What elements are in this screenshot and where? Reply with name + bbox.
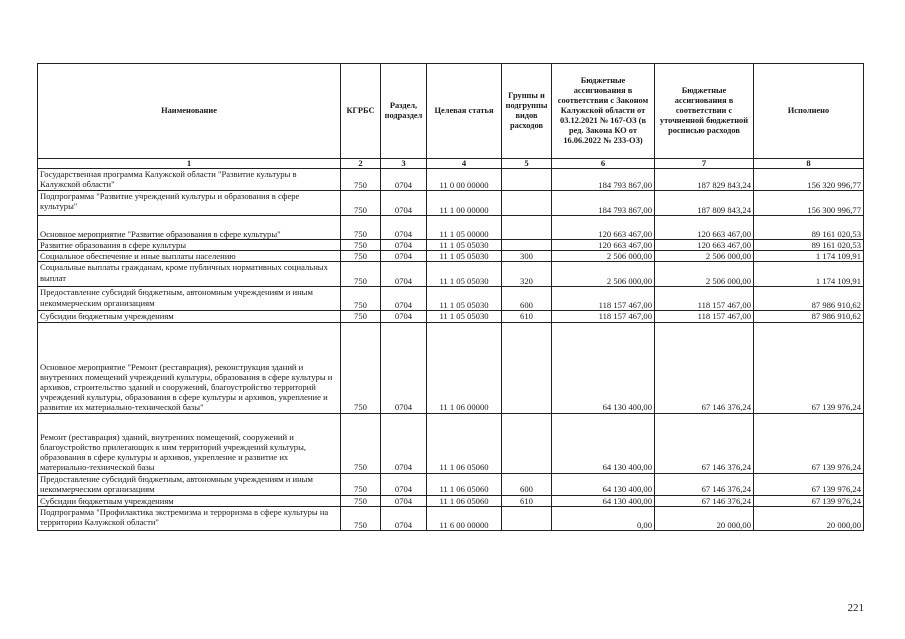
row-kgrbs: 750 [341, 216, 381, 240]
row-group [502, 322, 552, 413]
row-section: 0704 [381, 216, 427, 240]
row-executed-amount: 1 174 109,91 [754, 262, 864, 287]
row-law-amount: 118 157 467,00 [552, 311, 655, 322]
row-section: 0704 [381, 311, 427, 322]
row-refined-amount: 67 146 376,24 [655, 413, 754, 473]
row-refined-amount: 118 157 467,00 [655, 287, 754, 311]
header-name: Наименование [38, 64, 341, 159]
row-section: 0704 [381, 506, 427, 530]
header-row [38, 64, 864, 159]
row-name: Социальное обеспечение и иные выплаты населению [38, 251, 341, 262]
row-executed-amount: 156 300 996,77 [754, 191, 864, 216]
row-kgrbs: 750 [341, 322, 381, 413]
row-name: Субсидии бюджетным учреждениям [38, 495, 341, 506]
table-row [38, 287, 864, 311]
row-executed-amount: 67 139 976,24 [754, 473, 864, 495]
table-row [38, 216, 864, 240]
row-name: Основное мероприятие "Ремонт (реставрация), реконструкция зданий и внутренних помещений учреждений культуры, образования в сфере культуры и архивов, строительство зданий и сооружений, благоустройство территорий учреждений культуры, образования в сфере культуры и архивов, укрепление и развитие их материально-технической базы" [38, 322, 341, 413]
row-kgrbs: 750 [341, 169, 381, 191]
header-refined-assignments: Бюджетные ассигнования в соответствии с уточненной бюджетной росписью расходов [655, 64, 754, 159]
row-refined-amount: 120 663 467,00 [655, 216, 754, 240]
row-group [502, 169, 552, 191]
row-executed-amount: 1 174 109,91 [754, 251, 864, 262]
row-target: 11 1 05 05030 [427, 311, 502, 322]
row-law-amount: 0,00 [552, 506, 655, 530]
row-target: 11 1 06 05060 [427, 413, 502, 473]
table-row [38, 191, 864, 216]
row-section: 0704 [381, 495, 427, 506]
row-name: Ремонт (реставрация) зданий, внутренних помещений, сооружений и благоустройство прилегающих к ним территорий учреждений культуры, образования в сфере культуры и архивов, укрепление и развитие их материально-технической базы [38, 413, 341, 473]
row-law-amount: 120 663 467,00 [552, 216, 655, 240]
table-row [38, 262, 864, 287]
row-group [502, 413, 552, 473]
column-number: 4 [427, 159, 502, 169]
table-row [38, 240, 864, 251]
row-executed-amount: 89 161 020,53 [754, 216, 864, 240]
row-group [502, 191, 552, 216]
header-target: Целевая статья [427, 64, 502, 159]
row-kgrbs: 750 [341, 473, 381, 495]
row-law-amount: 184 793 867,00 [552, 169, 655, 191]
header-group: Группы и подгруппы видов расходов [502, 64, 552, 159]
table-row [38, 322, 864, 413]
row-kgrbs: 750 [341, 311, 381, 322]
row-kgrbs: 750 [341, 506, 381, 530]
row-section: 0704 [381, 262, 427, 287]
row-refined-amount: 20 000,00 [655, 506, 754, 530]
row-name: Развитие образования в сфере культуры [38, 240, 341, 251]
row-law-amount: 120 663 467,00 [552, 240, 655, 251]
row-law-amount: 2 506 000,00 [552, 251, 655, 262]
row-target: 11 1 05 00000 [427, 216, 502, 240]
budget-table [37, 63, 864, 531]
row-kgrbs: 750 [341, 191, 381, 216]
row-refined-amount: 120 663 467,00 [655, 240, 754, 251]
row-target: 11 1 05 05030 [427, 240, 502, 251]
row-executed-amount: 89 161 020,53 [754, 240, 864, 251]
column-number: 1 [38, 159, 341, 169]
row-group: 610 [502, 495, 552, 506]
column-number: 7 [655, 159, 754, 169]
row-law-amount: 184 793 867,00 [552, 191, 655, 216]
row-name: Социальные выплаты гражданам, кроме публичных нормативных социальных выплат [38, 262, 341, 287]
row-name: Субсидии бюджетным учреждениям [38, 311, 341, 322]
row-law-amount: 64 130 400,00 [552, 495, 655, 506]
row-law-amount: 64 130 400,00 [552, 473, 655, 495]
column-number-row [38, 159, 864, 169]
row-group [502, 506, 552, 530]
row-law-amount: 118 157 467,00 [552, 287, 655, 311]
row-section: 0704 [381, 251, 427, 262]
row-refined-amount: 187 829 843,24 [655, 169, 754, 191]
row-executed-amount: 67 139 976,24 [754, 413, 864, 473]
row-law-amount: 64 130 400,00 [552, 322, 655, 413]
row-law-amount: 64 130 400,00 [552, 413, 655, 473]
row-kgrbs: 750 [341, 495, 381, 506]
row-kgrbs: 750 [341, 413, 381, 473]
row-refined-amount: 67 146 376,24 [655, 322, 754, 413]
row-refined-amount: 67 146 376,24 [655, 495, 754, 506]
column-number: 8 [754, 159, 864, 169]
row-group: 320 [502, 262, 552, 287]
row-target: 11 1 00 00000 [427, 191, 502, 216]
row-section: 0704 [381, 287, 427, 311]
column-number: 2 [341, 159, 381, 169]
row-executed-amount: 20 000,00 [754, 506, 864, 530]
table-row [38, 473, 864, 495]
row-group [502, 240, 552, 251]
row-law-amount: 2 506 000,00 [552, 262, 655, 287]
header-law-assignments: Бюджетные ассигнования в соответствии с Законом Калужской области от 03.12.2021 № 167-ОЗ (в ред. Закона КО от 16.06.2022 № 233-ОЗ) [552, 64, 655, 159]
row-kgrbs: 750 [341, 287, 381, 311]
row-refined-amount: 67 146 376,24 [655, 473, 754, 495]
table-row [38, 311, 864, 322]
row-name: Государственная программа Калужской области "Развитие культуры в Калужской области" [38, 169, 341, 191]
row-target: 11 1 06 05060 [427, 473, 502, 495]
row-group: 610 [502, 311, 552, 322]
row-target: 11 1 05 05030 [427, 251, 502, 262]
row-refined-amount: 187 809 843,24 [655, 191, 754, 216]
row-section: 0704 [381, 322, 427, 413]
row-target: 11 1 06 05060 [427, 495, 502, 506]
row-kgrbs: 750 [341, 240, 381, 251]
row-name: Предоставление субсидий бюджетным, автономным учреждениям и иным некоммерческим организациям [38, 473, 341, 495]
row-name: Предоставление субсидий бюджетным, автономным учреждениям и иным некоммерческим организациям [38, 287, 341, 311]
row-group: 600 [502, 473, 552, 495]
row-refined-amount: 2 506 000,00 [655, 251, 754, 262]
row-name: Основное мероприятие "Развитие образования в сфере культуры" [38, 216, 341, 240]
page-number: 221 [847, 602, 864, 614]
row-target: 11 1 05 05030 [427, 287, 502, 311]
table-row [38, 169, 864, 191]
column-number: 6 [552, 159, 655, 169]
row-section: 0704 [381, 413, 427, 473]
row-name: Подпрограмма "Профилактика экстремизма и терроризма в сфере культуры на территории Калужской области" [38, 506, 341, 530]
row-executed-amount: 87 986 910,62 [754, 287, 864, 311]
row-target: 11 1 06 00000 [427, 322, 502, 413]
header-kgrbs: КГРБС [341, 64, 381, 159]
header-section: Раздел, подраздел [381, 64, 427, 159]
row-refined-amount: 2 506 000,00 [655, 262, 754, 287]
row-executed-amount: 67 139 976,24 [754, 495, 864, 506]
table-row [38, 506, 864, 530]
row-refined-amount: 118 157 467,00 [655, 311, 754, 322]
table-row [38, 413, 864, 473]
row-section: 0704 [381, 240, 427, 251]
row-section: 0704 [381, 169, 427, 191]
row-name: Подпрограмма "Развитие учреждений культуры и образования в сфере культуры" [38, 191, 341, 216]
table-row [38, 251, 864, 262]
row-kgrbs: 750 [341, 251, 381, 262]
row-executed-amount: 67 139 976,24 [754, 322, 864, 413]
row-target: 11 0 00 00000 [427, 169, 502, 191]
row-executed-amount: 156 320 996,77 [754, 169, 864, 191]
row-section: 0704 [381, 191, 427, 216]
header-executed: Исполнено [754, 64, 864, 159]
row-section: 0704 [381, 473, 427, 495]
table-row [38, 495, 864, 506]
column-number: 3 [381, 159, 427, 169]
row-target: 11 1 05 05030 [427, 262, 502, 287]
column-number: 5 [502, 159, 552, 169]
row-group: 600 [502, 287, 552, 311]
row-group: 300 [502, 251, 552, 262]
row-group [502, 216, 552, 240]
row-target: 11 6 00 00000 [427, 506, 502, 530]
row-executed-amount: 87 986 910,62 [754, 311, 864, 322]
row-kgrbs: 750 [341, 262, 381, 287]
